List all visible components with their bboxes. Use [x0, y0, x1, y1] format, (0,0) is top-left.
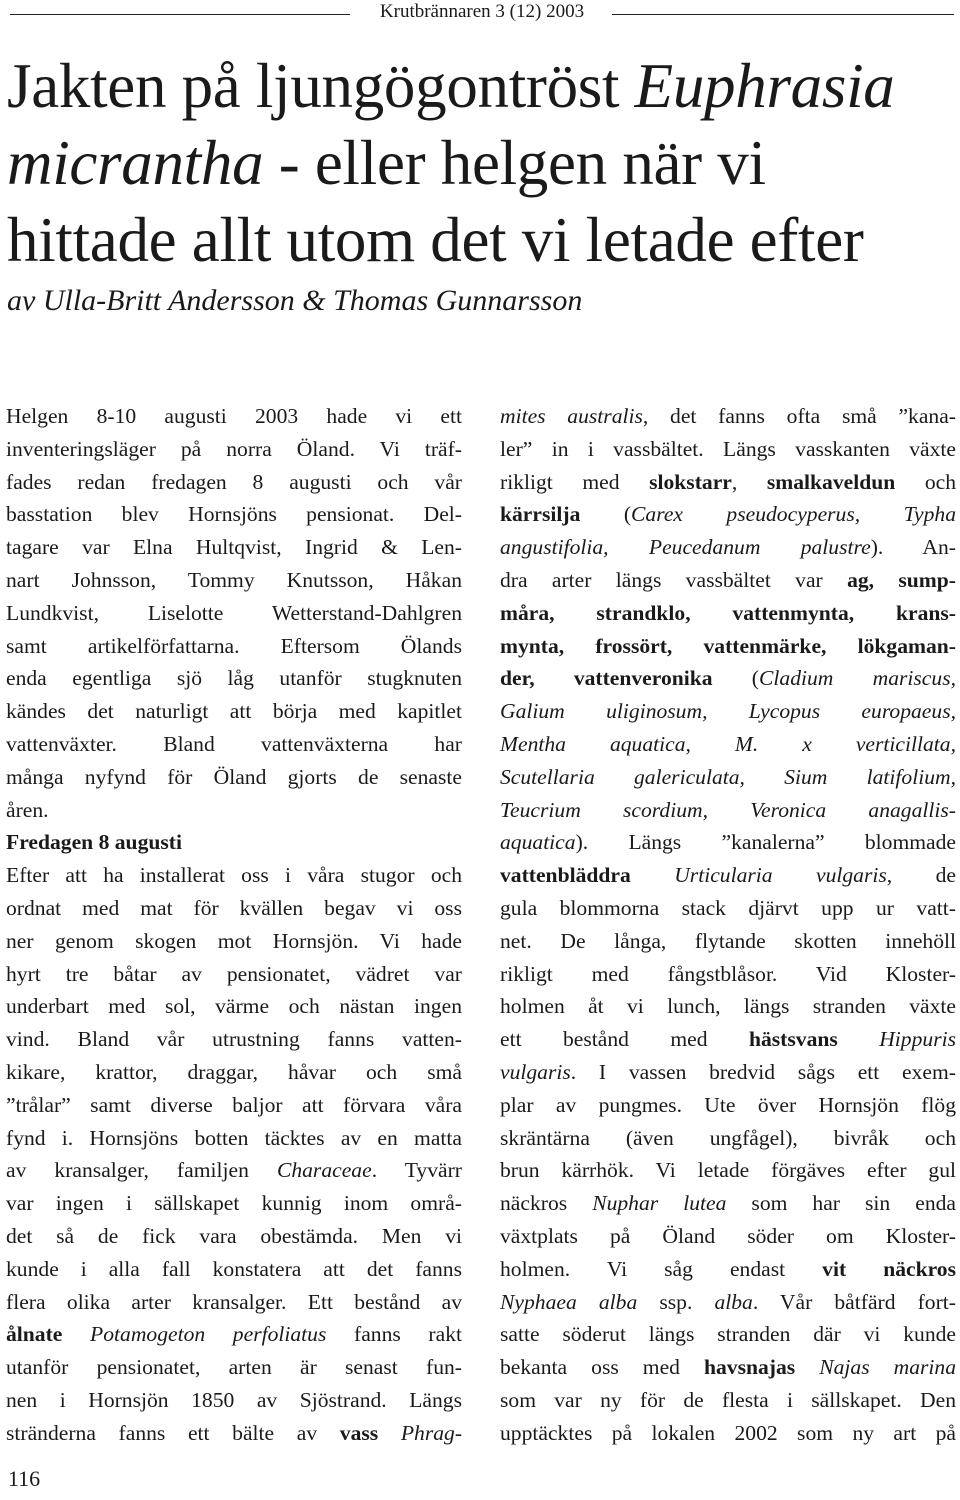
- text-line: fynd i. Hornsjöns botten täcktes av en matta: [6, 1125, 462, 1150]
- text-line: brun kärrhök. Vi letade förgäves efter gul: [500, 1158, 956, 1183]
- text-line: ordnat med mat för kvällen begav vi oss: [6, 895, 462, 920]
- text-line: Helgen 8-10 augusti 2003 hade vi ett: [6, 404, 462, 428]
- text-line: ”trålar” samt diverse baljor att förvara våra: [6, 1092, 462, 1117]
- title-line-1: Jakten på ljungögontröst Euphrasia: [7, 51, 895, 121]
- text-line: fades redan fredagen 8 augusti och vår: [6, 469, 462, 494]
- text-line: vind. Bland vår utrustning fanns vatten-: [6, 1027, 462, 1052]
- text-line: Efter att ha installerat oss i våra stugor och: [6, 863, 462, 888]
- text-line: rikligt med slokstarr, smalkaveldun och: [500, 469, 956, 494]
- page-number: 116: [8, 1466, 41, 1491]
- right-column: [500, 400, 956, 1450]
- left-column: [6, 400, 462, 1450]
- text-line: vulgaris. I vassen bredvid sågs ett exem-: [500, 1059, 956, 1084]
- text-line: Galium uliginosum, Lycopus europaeus,: [500, 699, 956, 724]
- text-line: kunde i alla fall konstatera att det fanns: [6, 1256, 462, 1281]
- text-line: hyrt tre båtar av pensionatet, vädret var: [6, 961, 462, 986]
- byline: av Ulla-Britt Andersson & Thomas Gunnarsson: [7, 284, 583, 317]
- text-line: växtplats på Öland söder om Kloster-: [500, 1223, 956, 1248]
- text-line: nen i Hornsjön 1850 av Sjöstrand. Längs: [6, 1387, 462, 1412]
- text-line: åren.: [6, 797, 49, 822]
- text-line: basstation blev Hornsjöns pensionat. Del-: [6, 502, 462, 527]
- text-line: plar av pungmes. Ute över Hornsjön flög: [500, 1092, 956, 1117]
- text-line: satte söderut längs stranden där vi kunde: [500, 1322, 956, 1347]
- header-rule-right: [612, 14, 954, 15]
- section-heading: Fredagen 8 augusti: [6, 830, 182, 855]
- text-line: stränderna fanns ett bälte av vass Phrag-: [6, 1420, 463, 1445]
- text-line: tagare var Elna Hultqvist, Ingrid & Len-: [6, 535, 462, 560]
- text-line: många nyfynd för Öland gjorts de senaste: [6, 764, 462, 789]
- text-line: angustifolia, Peucedanum palustre). An-: [500, 535, 956, 560]
- text-line: ett bestånd med hästsvans Hippuris: [500, 1027, 956, 1052]
- text-line: aquatica). Längs ”kanalerna” blommade: [500, 830, 956, 855]
- text-line: kikare, krattor, draggar, håvar och små: [6, 1059, 462, 1084]
- text-line: kändes det naturligt att börja med kapitlet: [6, 699, 462, 724]
- text-line: vattenväxter. Bland vattenväxterna har: [6, 731, 462, 756]
- text-line: dra arter längs vassbältet var ag, sump-: [500, 567, 956, 592]
- text-line: kärrsilja (Carex pseudocyperus, Typha: [500, 502, 956, 527]
- text-line: samt artikelförfattarna. Eftersom Ölands: [6, 633, 462, 658]
- text-line: rikligt med fångstblåsor. Vid Kloster-: [500, 961, 956, 986]
- text-line: enda egentliga sjö låg utanför stugknuten: [6, 666, 462, 691]
- text-line: gula blommorna stack djärvt upp ur vatt-: [500, 895, 956, 920]
- text-line: ålnate Potamogeton perfoliatus fanns rakt: [6, 1322, 462, 1347]
- text-line: Nyphaea alba ssp. alba. Vår båtfärd fort-: [500, 1289, 956, 1314]
- text-line: upptäcktes på lokalen 2002 som ny art på: [500, 1420, 956, 1445]
- text-line: vattenbläddra Urticularia vulgaris, de: [500, 863, 956, 888]
- text-line: bekanta oss med havsnajas Najas marina: [500, 1355, 957, 1380]
- text-line: net. De långa, flytande skotten innehöll: [500, 928, 956, 953]
- text-line: der, vattenveronika (Cladium mariscus,: [500, 666, 956, 691]
- text-line: Lundkvist, Liselotte Wetterstand-Dahlgren: [6, 600, 462, 625]
- running-header: Krutbrännaren 3 (12) 2003: [379, 1, 585, 22]
- text-line: Scutellaria galericulata, Sium latifolium,: [500, 764, 956, 789]
- text-line: holmen åt vi lunch, längs stranden växte: [500, 994, 956, 1019]
- text-line: var ingen i sällskapet kunnig inom områ-: [6, 1191, 462, 1216]
- title-line-3: hittade allt utom det vi letade efter: [7, 205, 864, 275]
- text-line: underbart med sol, värme och nästan ingen: [6, 994, 462, 1019]
- text-line: utanför pensionatet, arten är senast fun-: [6, 1355, 462, 1380]
- text-line: Teucrium scordium, Veronica anagallis-: [500, 797, 956, 822]
- text-line: som var ny för de flesta i sällskapet. Den: [500, 1387, 956, 1412]
- text-line: ler” in i vassbältet. Längs vasskanten växte: [500, 436, 956, 461]
- header-rule-left: [10, 14, 350, 15]
- text-line: mites australis, det fanns ofta små ”kana-: [500, 404, 956, 428]
- text-line: inventeringsläger på norra Öland. Vi träf-: [6, 436, 462, 461]
- text-line: måra, strandklo, vattenmynta, krans-: [500, 600, 956, 625]
- text-line: av kransalger, familjen Characeae. Tyvärr: [6, 1158, 462, 1183]
- text-line: holmen. Vi såg endast vit näckros: [500, 1256, 956, 1281]
- text-line: nart Johnsson, Tommy Knutsson, Håkan: [6, 567, 462, 592]
- text-line: Mentha aquatica, M. x verticillata,: [500, 731, 956, 756]
- text-line: flera olika arter kransalger. Ett bestånd av: [6, 1289, 462, 1314]
- text-line: skräntärna (även ungfågel), bivråk och: [500, 1125, 956, 1150]
- text-line: det så de fick vara obestämda. Men vi: [6, 1223, 462, 1248]
- text-line: mynta, frossört, vattenmärke, lökgaman-: [500, 633, 956, 658]
- text-line: ner genom skogen mot Hornsjön. Vi hade: [6, 928, 462, 953]
- text-line: näckros Nuphar lutea som har sin enda: [500, 1191, 957, 1216]
- article-title: [7, 48, 953, 279]
- title-line-2: micrantha - eller helgen när vi: [7, 128, 766, 198]
